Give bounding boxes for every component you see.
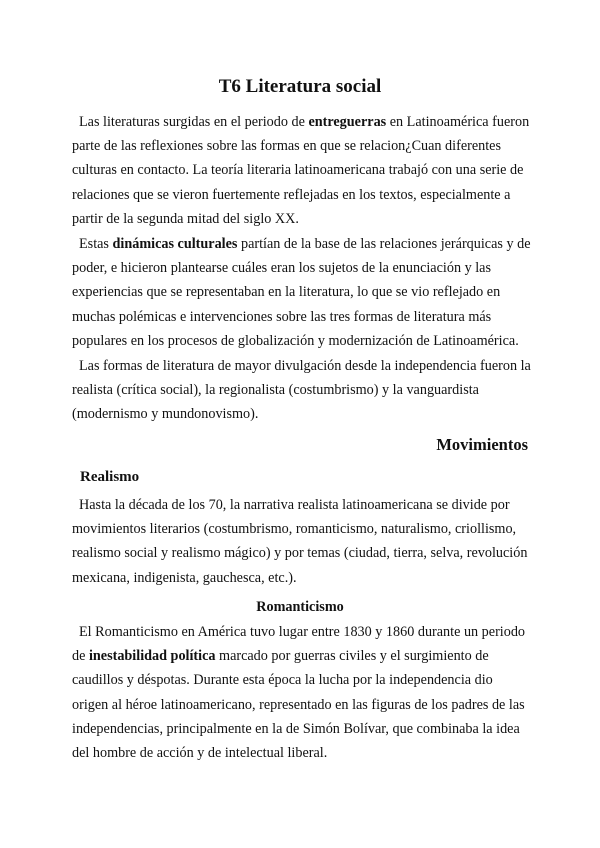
text-run: en Latinoamérica fueron parte de las reflexiones sobre las formas en que se relacion¿Cuan diferentes culturas en contacto. La teoría literaria latinoamericana trabajó con una serie de relaciones que se vieron fuertemente reflejadas en los textos, especialmente a partir de la segunda mitad del siglo XX. xyxy=(72,114,530,227)
text-run: Estas xyxy=(79,236,113,252)
bold-term-dinamicas-culturales: dinámicas culturales xyxy=(112,236,238,252)
bold-term-entreguerras: entreguerras xyxy=(308,114,387,130)
romanticismo-paragraph xyxy=(72,620,532,765)
text-run: partían de la base de las relaciones jerárquicas y de poder, e hicieron plantearse cuáles eran los sujetos de la enunciación y las experiencias que se representaban en la literatura, lo que se vio reflejado en muchas polémicas e intervenciones sobre las tres formas de literatura más populares en los procesos de globalización y modernización de Latinoamérica. xyxy=(72,236,531,349)
bold-term-inestabilidad-politica: inestabilidad política xyxy=(88,648,216,665)
realismo-paragraph: Hasta la década de los 70, la narrativa realista latinoamericana se divide por movimientos literarios (costumbrismo, romanticismo, naturalismo, criollismo, realismo social y realismo mágico) y por temas (ciudad, tierra, selva, revolución mexicana, indigenista, gauchesca, etc.). xyxy=(72,497,528,586)
text-run: marcado por guerras civiles y el surgimiento de caudillos y déspotas. Durante esta época la lucha por la independencia dio origen al héroe latinoamericano, representado en las figuras de los padres de las independencias, principalmente en la de Simón Bolívar, que combinaba la idea del hombre de acción y de intelectual liberal. xyxy=(72,648,525,762)
section-heading-movimientos: Movimientos xyxy=(436,435,528,454)
page-title: T6 Literatura social xyxy=(218,76,382,97)
subheading-realismo: Realismo xyxy=(80,469,140,485)
intro-paragraph-2 xyxy=(72,232,532,353)
subheading-romanticismo: Romanticismo xyxy=(256,599,344,615)
text-run: El Romanticismo en América tuvo lugar entre 1830 y 1860 durante un periodo de xyxy=(72,624,526,665)
intro-paragraph-3: Las formas de literatura de mayor divulgación desde la independencia fueron la realista (crítica social), la regionalista (costumbrismo) y la vanguardista (modernismo y mundonovismo). xyxy=(72,358,531,423)
text-run: Las literaturas surgidas en el periodo de xyxy=(79,114,309,130)
intro-paragraph-1 xyxy=(72,110,532,231)
